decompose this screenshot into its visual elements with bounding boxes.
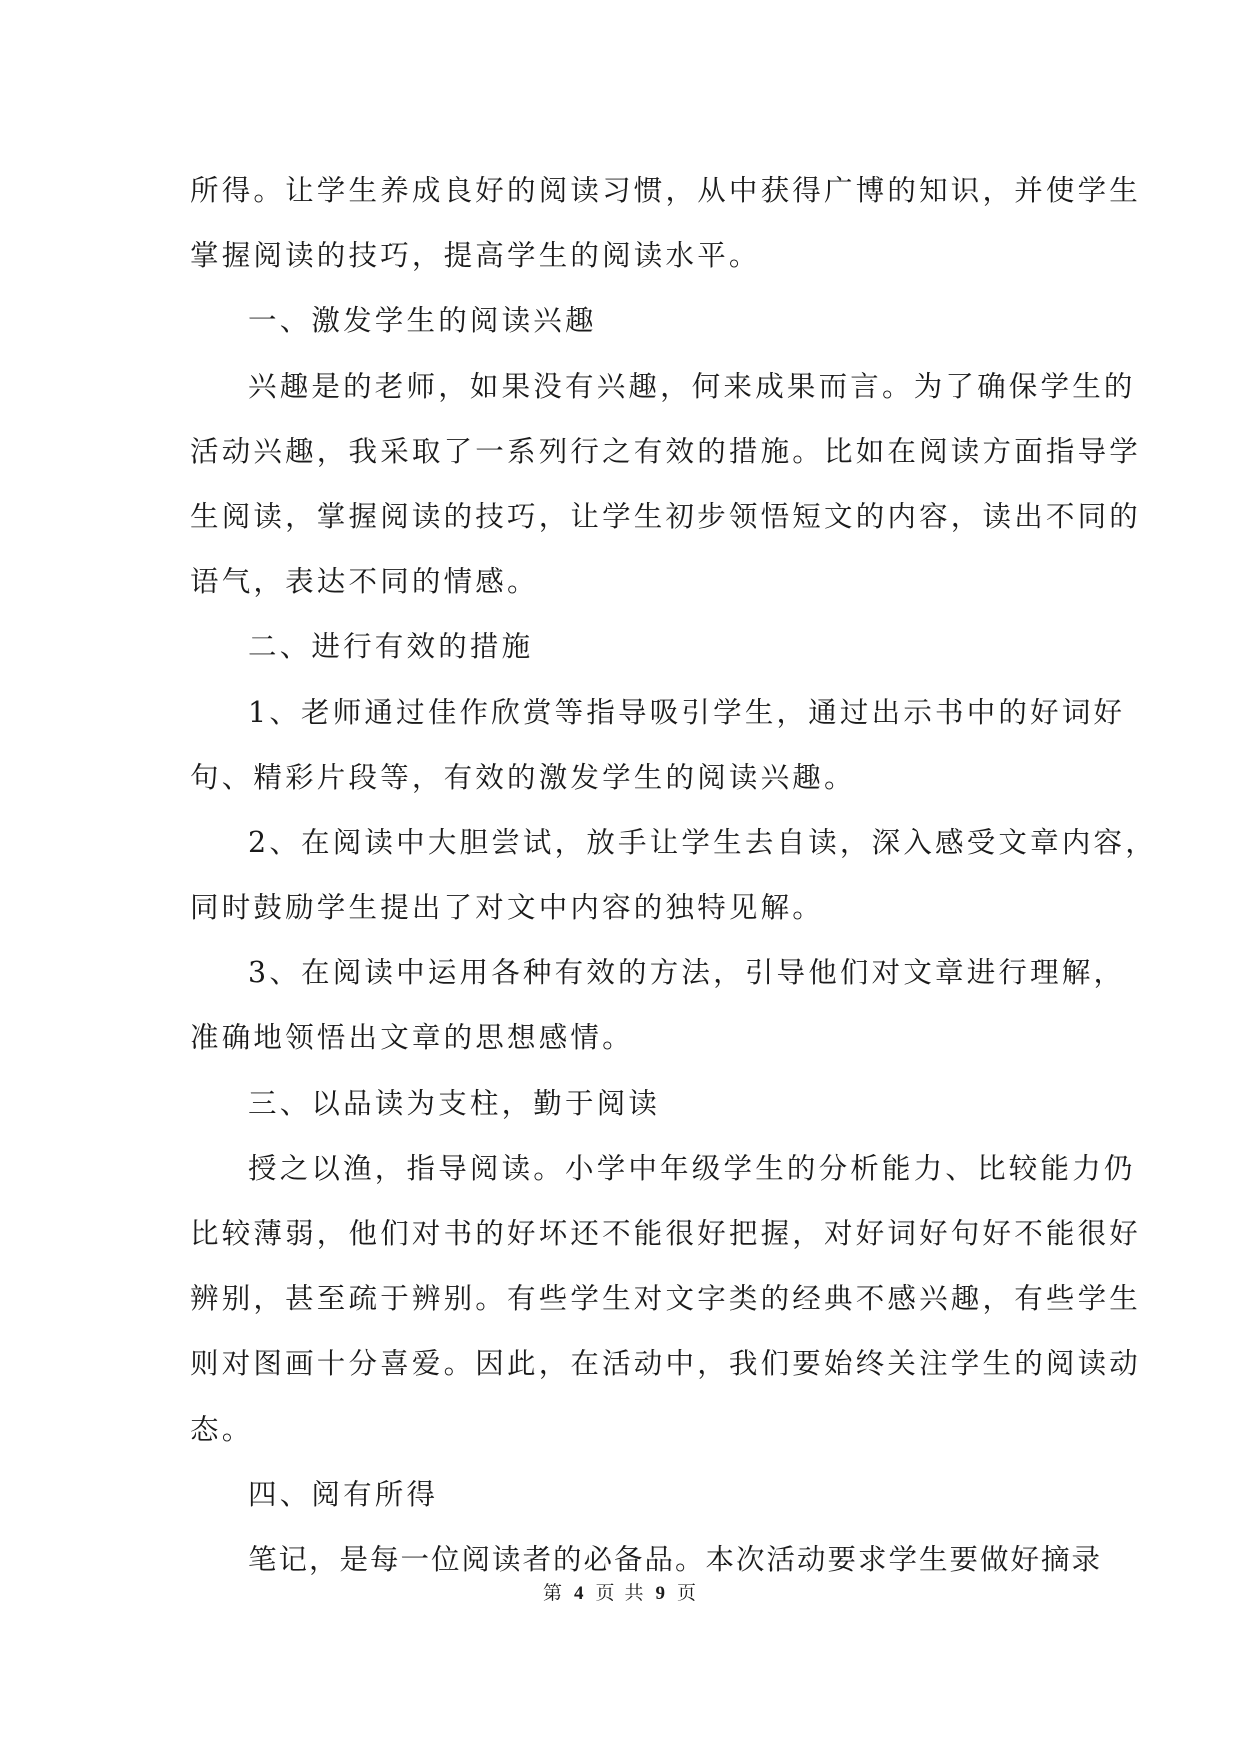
text-line: 2、在阅读中大胆尝试，放手让学生去自读，深入感受文章内容， (248, 825, 1157, 859)
footer-middle: 页 共 (595, 1582, 646, 1604)
page-footer (0, 1578, 1241, 1605)
text-line: 授之以渔，指导阅读。小学中年级学生的分析能力、比较能力仍 (248, 1151, 1136, 1185)
text-line: 句、精彩片段等，有效的激发学生的阅读兴趣。 (190, 760, 856, 794)
total-page-number: 9 (655, 1583, 668, 1604)
text-line: 则对图画十分喜爱。因此，在活动中，我们要始终关注学生的阅读动 (190, 1347, 1142, 1381)
text-line: 所得。让学生养成良好的阅读习惯，从中获得广博的知识，并使学生 (190, 174, 1142, 207)
footer-prefix: 第 (542, 1582, 564, 1604)
text-line: 掌握阅读的技巧，提高学生的阅读水平。 (190, 239, 761, 273)
text-line: 态。 (190, 1412, 254, 1446)
text-line: 兴趣是的老师，如果没有兴趣，何来成果而言。为了确保学生的 (248, 369, 1136, 403)
text-line: 同时鼓励学生提出了对文中内容的独特见解。 (190, 891, 825, 925)
text-line: 3、在阅读中运用各种有效的方法，引导他们对文章进行理解， (248, 956, 1126, 990)
section-heading: 一、激发学生的阅读兴趣 (248, 304, 597, 338)
text-line: 准确地领悟出文章的思想感情。 (190, 1021, 634, 1055)
text-line: 辨别，甚至疏于辨别。有些学生对文字类的经典不感兴趣，有些学生 (190, 1282, 1142, 1316)
section-heading: 二、进行有效的措施 (248, 630, 534, 664)
text-line: 笔记，是每一位阅读者的必备品。本次活动要求学生要做好摘录 (248, 1542, 1103, 1576)
text-line: 语气，表达不同的情感。 (190, 565, 539, 599)
section-heading: 三、以品读为支柱，勤于阅读 (248, 1086, 661, 1120)
text-line: 比较薄弱，他们对书的好坏还不能很好把握，对好词好句好不能很好 (190, 1217, 1142, 1250)
text-line: 1、老师通过佳作欣赏等指导吸引学生，通过出示书中的好词好 (248, 695, 1126, 729)
current-page-number: 4 (573, 1583, 586, 1604)
text-line: 生阅读，掌握阅读的技巧，让学生初步领悟短文的内容，读出不同的 (190, 499, 1142, 533)
section-heading: 四、阅有所得 (248, 1477, 439, 1511)
document-body (190, 158, 1157, 1592)
text-line: 活动兴趣，我采取了一系列行之有效的措施。比如在阅读方面指导学 (190, 434, 1142, 468)
footer-suffix: 页 (677, 1582, 699, 1604)
